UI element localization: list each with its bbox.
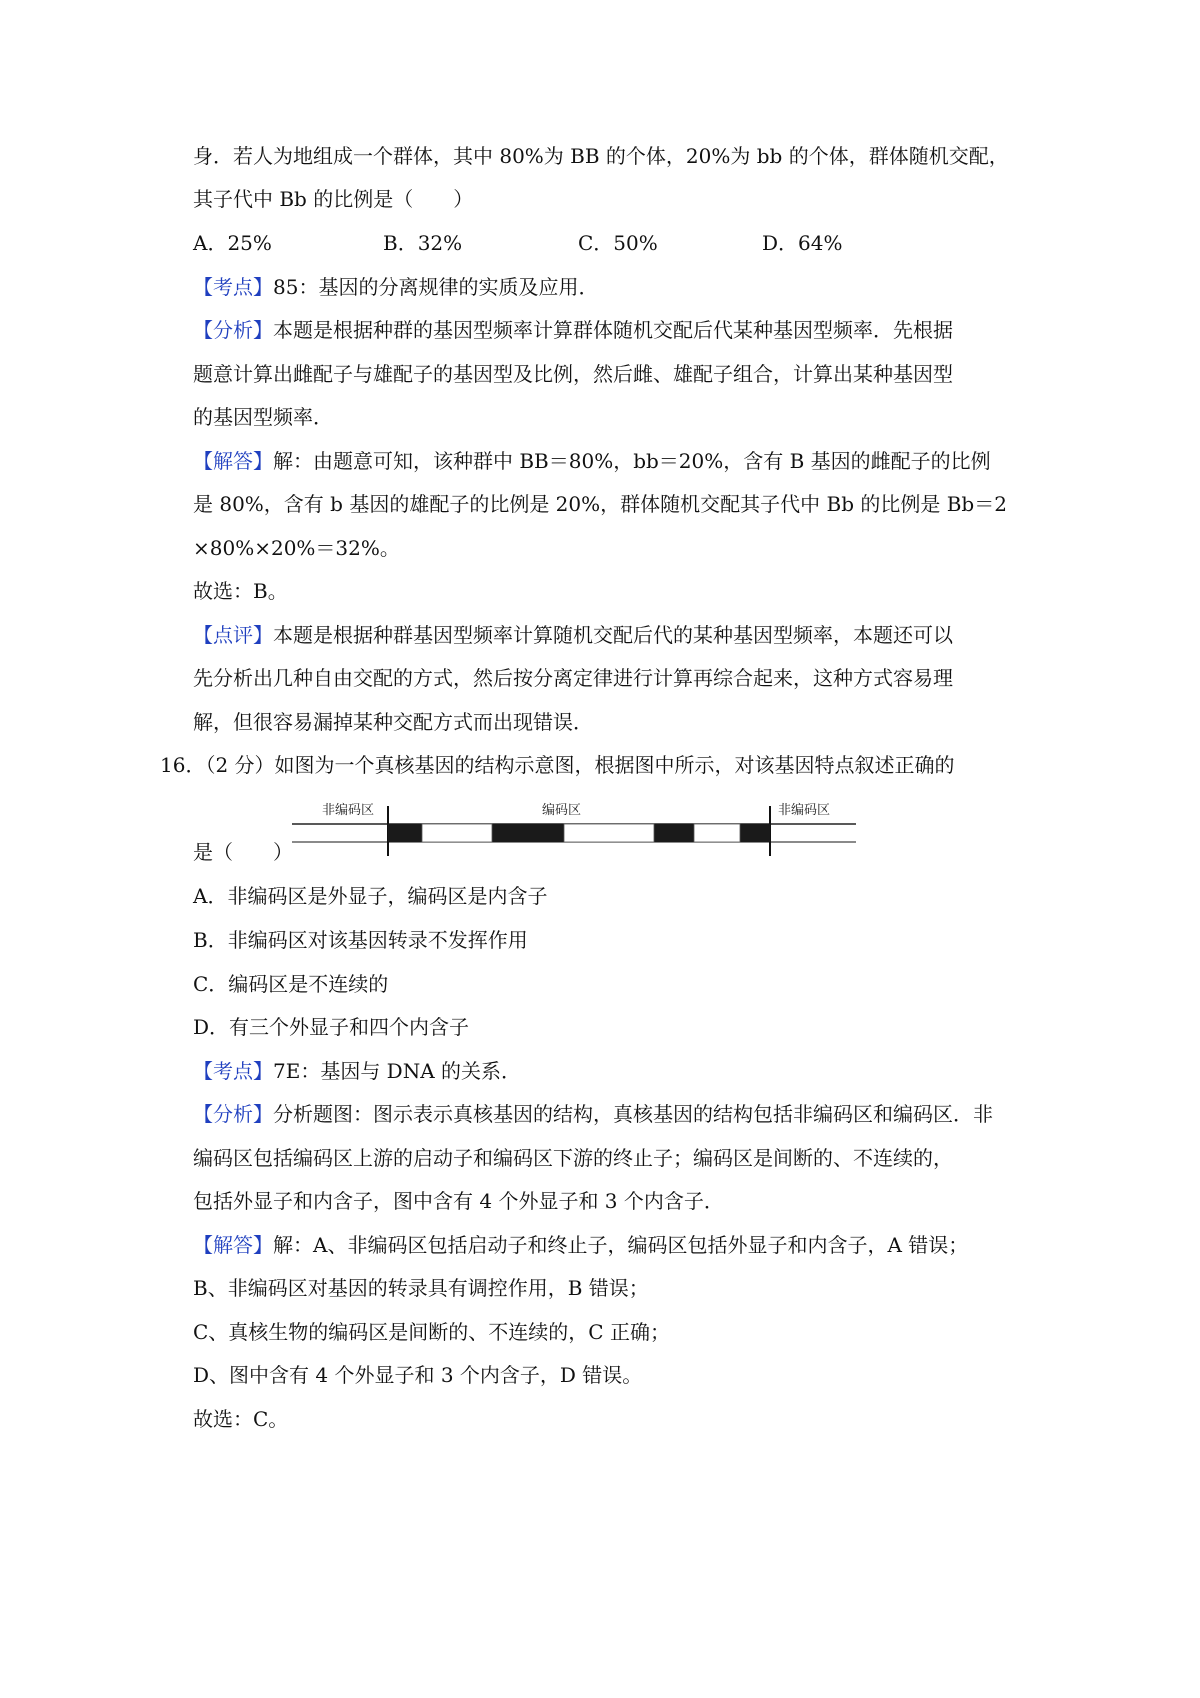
q15-dianping-line-3: 解，但很容易漏掉某种交配方式而出现错误．	[193, 710, 593, 734]
q15-option-c: C．50%	[578, 231, 658, 255]
kaodian-tag: 【考点】	[193, 1059, 273, 1083]
q16-fenxi-line-2: 编码区包括编码区上游的启动子和编码区下游的终止子；编码区是间断的、不连续的，	[193, 1146, 953, 1170]
fenxi-tag: 【分析】	[193, 318, 273, 342]
kaodian-text: 7E：基因与 DNA 的关系．	[273, 1059, 522, 1083]
jieda-tag: 【解答】	[193, 1233, 273, 1257]
q16-stem-line-2: 是（ ）	[193, 840, 293, 864]
kaodian-text: 85：基因的分离规律的实质及应用．	[273, 275, 599, 299]
figure-label-middle: 编码区	[542, 803, 582, 818]
intron-1	[422, 824, 492, 842]
q16-option-a: A．非编码区是外显子，编码区是内含子	[193, 884, 548, 908]
dianping-tag: 【点评】	[193, 623, 273, 647]
q16-fenxi-line-3: 包括外显子和内含子，图中含有 4 个外显子和 3 个内含子．	[193, 1189, 724, 1213]
q16-jieda-line-4: D、图中含有 4 个外显子和 3 个内含子，D 错误。	[193, 1363, 643, 1387]
q15-answer: 故选：B。	[193, 579, 288, 603]
q15-fenxi-line-3: 的基因型频率．	[193, 405, 333, 429]
intron-2	[564, 824, 654, 842]
jieda-tag: 【解答】	[193, 449, 273, 473]
q15-jieda-line-3: ×80%×20%＝32%。	[193, 536, 400, 560]
q15-jieda-line-2: 是 80%，含有 b 基因的雄配子的比例是 20%，群体随机交配其子代中 Bb 的比例是 Bb＝2	[193, 492, 1007, 516]
q15-option-b: B．32%	[383, 231, 463, 255]
intron-3	[694, 824, 740, 842]
exon-3	[654, 824, 694, 842]
dianping-text: 本题是根据种群基因型频率计算随机交配后代的某种基因型频率，本题还可以	[273, 623, 953, 647]
figure-label-left: 非编码区	[322, 803, 375, 818]
q16-fenxi-line-1	[193, 1100, 993, 1128]
gene-structure-figure	[290, 798, 860, 860]
q15-dianping-line-2: 先分析出几种自由交配的方式，然后按分离定律进行计算再综合起来，这种方式容易理	[193, 666, 953, 690]
fenxi-text: 分析题图：图示表示真核基因的结构，真核基因的结构包括非编码区和编码区．非	[273, 1102, 993, 1126]
jieda-text: 解：由题意可知，该种群中 BB＝80%，bb＝20%，含有 B 基因的雌配子的比例	[273, 449, 991, 473]
q15-stem-line-1: 身．若人为地组成一个群体，其中 80%为 BB 的个体，20%为 bb 的个体，群体随机交配，	[193, 144, 1009, 168]
q16-kaodian	[193, 1057, 521, 1085]
q16-jieda-line-1	[193, 1231, 968, 1259]
jieda-text: 解：A、非编码区包括启动子和终止子，编码区包括外显子和内含子，A 错误；	[273, 1233, 969, 1257]
q16-option-b: B．非编码区对该基因转录不发挥作用	[193, 928, 528, 952]
q15-kaodian	[193, 273, 598, 301]
exon-2	[492, 824, 564, 842]
q16-answer: 故选：C。	[193, 1407, 289, 1431]
figure-label-right: 非编码区	[778, 803, 831, 818]
fenxi-text: 本题是根据种群的基因型频率计算群体随机交配后代某种基因型频率．先根据	[273, 318, 953, 342]
q15-fenxi-line-1	[193, 316, 953, 344]
q15-jieda-line-1	[193, 447, 991, 475]
q15-option-a: A．25%	[193, 231, 272, 255]
exon-4	[740, 824, 770, 842]
q15-dianping-line-1	[193, 621, 953, 649]
q16-jieda-line-3: C、真核生物的编码区是间断的、不连续的，C 正确；	[193, 1320, 670, 1344]
q16-option-d: D．有三个外显子和四个内含子	[193, 1015, 470, 1039]
q15-option-d: D．64%	[762, 231, 843, 255]
q16-jieda-line-2: B、非编码区对基因的转录具有调控作用，B 错误；	[193, 1276, 649, 1300]
q15-stem-line-2: 其子代中 Bb 的比例是（ ）	[193, 187, 474, 211]
q16-option-c: C．编码区是不连续的	[193, 972, 389, 996]
fenxi-tag: 【分析】	[193, 1102, 273, 1126]
kaodian-tag: 【考点】	[193, 275, 273, 299]
q16-stem-line-1: 16．（2 分）如图为一个真核基因的结构示意图，根据图中所示，对该基因特点叙述正确的	[160, 753, 955, 777]
q15-fenxi-line-2: 题意计算出雌配子与雄配子的基因型及比例，然后雌、雄配子组合，计算出某种基因型	[193, 362, 953, 386]
exon-1	[388, 824, 422, 842]
